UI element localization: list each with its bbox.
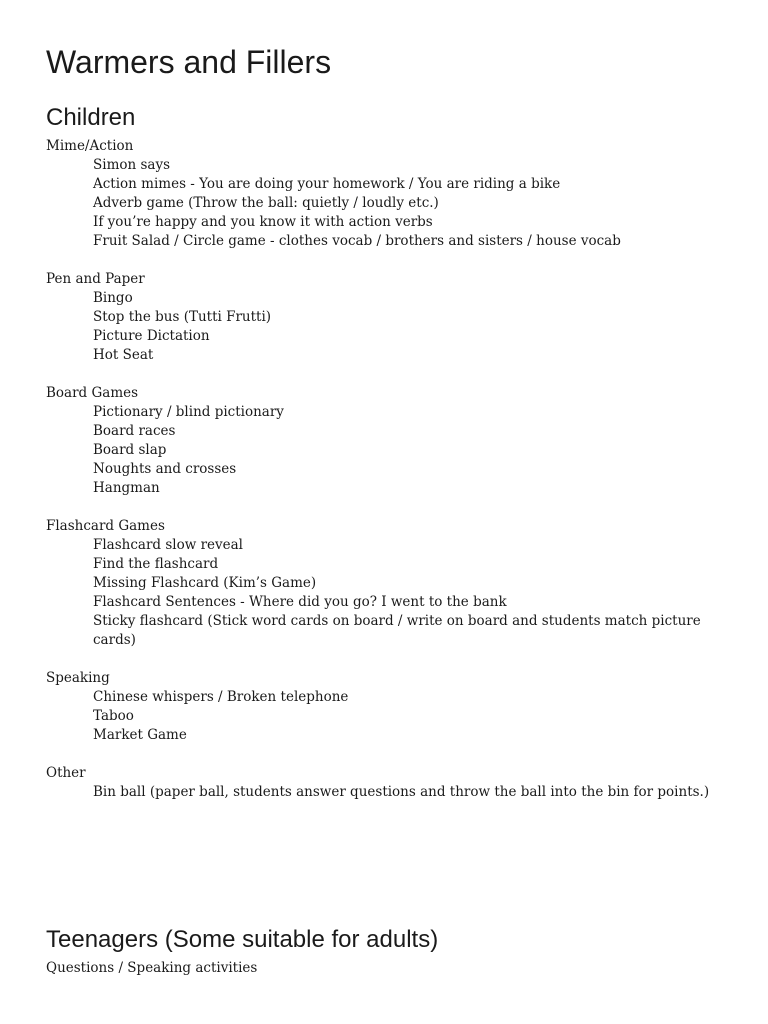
section-item-list xyxy=(46,688,726,745)
section xyxy=(46,669,726,745)
list-item: Pictionary / blind pictionary xyxy=(93,404,284,420)
section-item-list xyxy=(46,536,726,650)
section-heading: Pen and Paper xyxy=(46,271,145,287)
list-item: Adverb game (Throw the ball: quietly / loudly etc.) xyxy=(93,195,439,211)
section-heading: Speaking xyxy=(46,670,110,686)
section-heading: Flashcard Games xyxy=(46,518,165,534)
section xyxy=(46,517,726,650)
children-sections xyxy=(46,137,726,821)
teenagers-heading: Teenagers (Some suitable for adults) xyxy=(46,926,439,953)
list-item: Market Game xyxy=(93,727,187,743)
list-item: Hangman xyxy=(93,480,160,496)
section xyxy=(46,764,726,802)
list-item: Taboo xyxy=(93,708,134,724)
list-item: Board slap xyxy=(93,442,167,458)
section xyxy=(46,137,726,251)
document-title: Warmers and Fillers xyxy=(46,44,332,80)
section-heading: Mime/Action xyxy=(46,138,134,154)
section-heading: Board Games xyxy=(46,385,139,401)
section-item-list xyxy=(46,156,726,251)
section-item-list xyxy=(46,783,726,802)
list-item: Fruit Salad / Circle game - clothes vocab / brothers and sisters / house vocab xyxy=(93,233,621,249)
list-item: Find the flashcard xyxy=(93,556,219,572)
section-item-list xyxy=(46,289,726,365)
list-item: Picture Dictation xyxy=(93,328,210,344)
list-item: Stop the bus (Tutti Frutti) xyxy=(93,309,272,325)
list-item: Noughts and crosses xyxy=(93,461,237,477)
list-item: Board races xyxy=(93,423,176,439)
list-item: If you’re happy and you know it with action verbs xyxy=(93,214,433,230)
list-item: Hot Seat xyxy=(93,347,154,363)
teenagers-section xyxy=(46,959,726,978)
section xyxy=(46,384,726,498)
teenagers-subheading: Questions / Speaking activities xyxy=(46,960,258,976)
list-item: Simon says xyxy=(93,157,171,173)
section-item-list xyxy=(46,403,726,498)
list-item: Bin ball (paper ball, students answer questions and throw the ball into the bin for points.) xyxy=(93,784,710,800)
list-item: Flashcard slow reveal xyxy=(93,537,243,553)
list-item: Action mimes - You are doing your homework / You are riding a bike xyxy=(93,176,561,192)
list-item: Missing Flashcard (Kim’s Game) xyxy=(93,575,317,591)
section-heading: Other xyxy=(46,765,86,781)
children-heading: Children xyxy=(46,104,136,131)
list-item: Flashcard Sentences - Where did you go? I went to the bank xyxy=(93,594,507,610)
list-item: Sticky flashcard (Stick word cards on board / write on board and students match picture cards) xyxy=(93,613,701,648)
section xyxy=(46,270,726,365)
list-item: Bingo xyxy=(93,290,133,306)
list-item: Chinese whispers / Broken telephone xyxy=(93,689,349,705)
